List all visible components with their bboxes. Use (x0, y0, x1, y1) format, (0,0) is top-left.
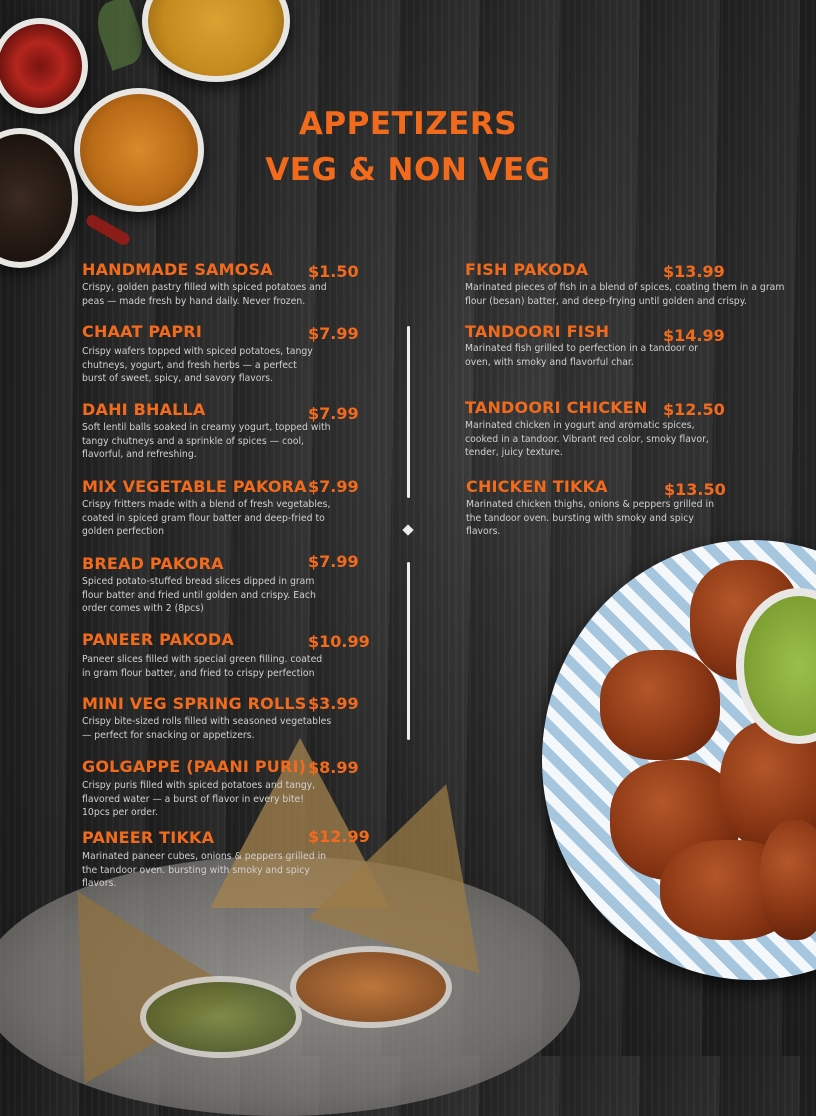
item-name: PANEER PAKODA (82, 630, 234, 649)
item-price: $8.99 (308, 758, 359, 777)
column-divider-top (407, 326, 410, 498)
item-description: Crispy bite-sized rolls filled with seasoned vegetables — perfect for snacking or appetizers. (82, 716, 332, 741)
divider-diamond-icon (402, 524, 413, 535)
item-name: TANDOORI FISH (465, 322, 610, 341)
column-divider-bottom (407, 562, 410, 740)
item-price: $13.99 (663, 262, 725, 281)
item-price: $12.99 (308, 827, 370, 846)
item-name: MINI VEG SPRING ROLLS (82, 694, 307, 713)
item-price: $7.99 (308, 477, 359, 496)
menu-title: APPETIZERS (298, 106, 518, 142)
turmeric-bowl-image (142, 0, 290, 82)
item-name: CHICKEN TIKKA (466, 477, 608, 496)
item-description: Paneer slices filled with special green filling. coated in gram flour batter, and fried to crispy perfection (82, 654, 323, 679)
item-description: Marinated chicken in yogurt and aromatic spices, cooked in a tandoor. Vibrant red color, smoky flavor, tender, juicy texture. (465, 420, 709, 458)
item-name: PANEER TIKKA (82, 828, 215, 847)
item-name: HANDMADE SAMOSA (82, 260, 273, 279)
pakora-image (600, 650, 720, 760)
item-name: CHAAT PAPRI (82, 322, 202, 341)
item-price: $12.50 (663, 400, 725, 419)
chili-bowl-image (0, 18, 88, 114)
item-price: $7.99 (308, 552, 359, 571)
item-price: $14.99 (663, 326, 725, 345)
peppercorn-bowl-image (0, 128, 78, 268)
item-description: Crispy wafers topped with spiced potatoes, tangy chutneys, yogurt, and fresh herbs — a perfect burst of sweet, spicy, and savory flavors. (82, 346, 313, 384)
item-description: Crispy puris filled with spiced potatoes and tangy, flavored water — a burst of flavor in every bite! 10pcs per order. (82, 780, 316, 818)
item-description: Marinated pieces of fish in a blend of spices, coating them in a gram flour (besan) batter, and deep-frying until golden and crispy. (465, 282, 785, 307)
menu-subtitle: VEG & NON VEG (265, 152, 551, 188)
item-description: Marinated fish grilled to perfection in a tandoor or oven, with smoky and flavorful char. (465, 343, 699, 368)
item-name: FISH PAKODA (465, 260, 589, 279)
item-price: $7.99 (308, 324, 359, 343)
item-price: $7.99 (308, 404, 359, 423)
pakora-image (760, 820, 816, 940)
item-description: Spiced potato-stuffed bread slices dipped in gram flour batter and fried until golden and crispy. Each order comes with 2 (8pcs) (82, 576, 316, 614)
item-name: GOLGAPPE (PAANI PURI) (82, 757, 307, 776)
item-description: Crispy fritters made with a blend of fresh vegetables, coated in spiced gram flour batter and deep-fried to golden perfection (82, 499, 331, 537)
item-price: $10.99 (308, 632, 370, 651)
item-name: DAHI BHALLA (82, 400, 206, 419)
tamarind-chutney-bowl-image (290, 946, 452, 1028)
item-name: BREAD PAKORA (82, 554, 224, 573)
item-description: Marinated paneer cubes, onions & peppers grilled in the tandoor oven. bursting with smoky and spicy flavors. (82, 851, 327, 889)
item-name: MIX VEGETABLE PAKORA (82, 477, 307, 496)
item-price: $1.50 (308, 262, 359, 281)
item-description: Soft lentil balls soaked in creamy yogurt, topped with tangy chutneys and a sprinkle of spices — cool, flavorful, and refreshing. (82, 422, 331, 460)
item-name: TANDOORI CHICKEN (465, 398, 648, 417)
item-price: $13.50 (664, 480, 726, 499)
red-chili-image (84, 213, 132, 247)
green-chutney-bowl-image (140, 976, 302, 1058)
item-price: $3.99 (308, 694, 359, 713)
item-description: Crispy, golden pastry filled with spiced potatoes and peas — made fresh by hand daily. Never frozen. (82, 282, 327, 307)
item-description: Marinated chicken thighs, onions & peppers grilled in the tandoor oven. bursting with smoky and spicy flavors. (466, 499, 714, 537)
bay-leaf-image (90, 0, 150, 71)
